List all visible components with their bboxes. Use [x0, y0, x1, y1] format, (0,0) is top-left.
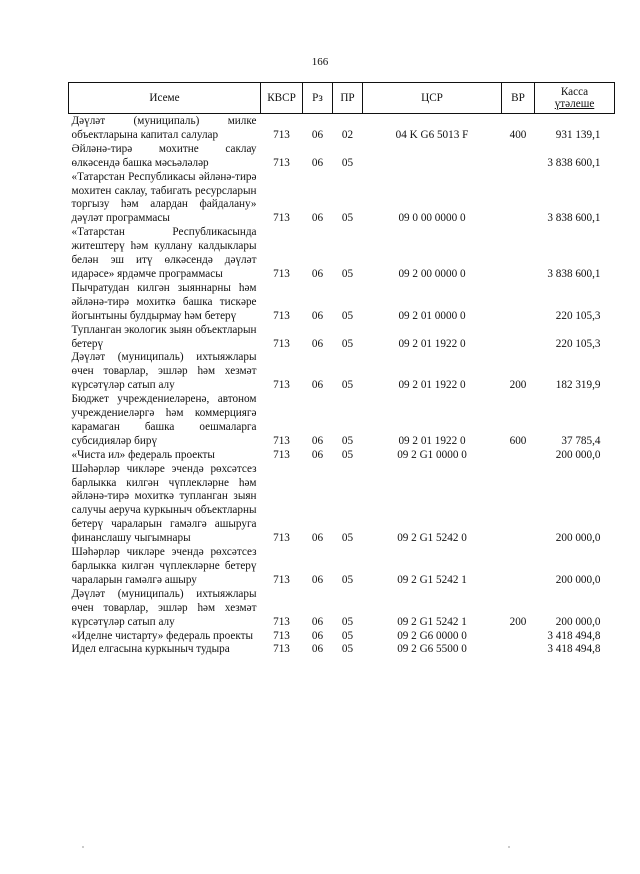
row-rz: 06 [311, 337, 324, 350]
header-name: Исеме [69, 83, 261, 114]
table-body [69, 114, 615, 658]
row-amount: 220 105,3 [555, 309, 601, 322]
row-vr [502, 324, 535, 352]
row-pr: 05 [341, 643, 354, 656]
header-amount [535, 83, 615, 114]
row-pr: 05 [341, 337, 354, 350]
row-name: «Татарстан Республикасында житештерү һәм куллану калдыклары белән эш итү өлкәсендә дәүләт идарәсе» ярдәмче программасы [71, 226, 257, 280]
row-kvsr: 713 [273, 434, 290, 447]
row-name: Бюджет учреждениеләренә, автоном учреждениеләргә һәм коммерциягә карамаган башка оешмаларга субсидияләр бирү [71, 393, 257, 447]
row-kvsr: 713 [273, 379, 290, 392]
row-amount: 3 838 600,1 [547, 156, 601, 169]
scan-speck [508, 846, 510, 848]
row-name: «Чиста ил» федераль проекты [71, 448, 215, 461]
row-csr: 04 K G6 5013 F [395, 128, 469, 141]
row-name: Дәүләт (муниципаль) ихтыяжлары өчен товарлар, эшләр һәм хезмәт күрсәтүләр сатып алу [71, 587, 257, 628]
row-pr: 05 [341, 267, 354, 280]
row-vr: 200 [509, 615, 527, 628]
row-rz: 06 [311, 615, 324, 628]
scan-speck [82, 846, 84, 848]
row-csr [363, 143, 502, 171]
row-rz: 06 [311, 434, 324, 447]
row-csr: 09 0 00 0000 0 [398, 212, 466, 225]
row-rz: 06 [311, 448, 324, 461]
row-rz: 06 [311, 212, 324, 225]
row-csr: 09 2 G6 5500 0 [397, 643, 467, 656]
table-row [69, 351, 615, 393]
row-kvsr: 713 [273, 267, 290, 280]
row-amount: 200 000,0 [555, 615, 601, 628]
row-vr [502, 463, 535, 546]
row-pr: 05 [341, 434, 354, 447]
table-row [69, 393, 615, 449]
row-amount: 3 418 494,8 [547, 643, 601, 656]
row-vr [502, 643, 535, 657]
row-amount: 3 838 600,1 [547, 267, 601, 280]
header-amount-line2: үтәлеше [554, 98, 595, 110]
budget-table [68, 82, 615, 657]
row-csr: 09 2 01 0000 0 [398, 309, 466, 322]
row-vr [502, 143, 535, 171]
row-amount: 3 418 494,8 [547, 629, 601, 642]
row-amount: 182 319,9 [555, 379, 601, 392]
row-kvsr: 713 [273, 643, 290, 656]
row-name: Дәүләт (муниципаль) милке объектларына капитал салулар [71, 115, 257, 141]
row-rz: 06 [311, 573, 324, 586]
row-amount: 220 105,3 [555, 337, 601, 350]
row-pr: 05 [341, 615, 354, 628]
row-pr: 05 [341, 573, 354, 586]
row-kvsr: 713 [273, 128, 290, 141]
row-pr: 05 [341, 448, 354, 461]
row-kvsr: 713 [273, 448, 290, 461]
table-row [69, 588, 615, 630]
row-csr: 09 2 01 1922 0 [398, 379, 466, 392]
table-row [69, 324, 615, 352]
row-name: Пычратудан килгән зыяннарны һәм әйләнә-тирә мохиткә башка тискәре йогынтыны булдырмау һәм бетерү [71, 281, 257, 322]
row-name: Әйләнә-тирә мохитне саклау өлкәсендә башка мәсьәләләр [71, 142, 257, 169]
row-pr: 05 [341, 156, 354, 169]
row-kvsr: 713 [273, 573, 290, 586]
row-name: Шәһәрләр чикләре эчендә рөхсәтсез барлыкка килгән чүплекләрне бетерү чараларын гамәлгә ашыру [71, 546, 257, 586]
page-number: 166 [311, 56, 329, 68]
row-pr: 05 [341, 212, 354, 225]
row-csr: 09 2 01 1922 0 [398, 434, 466, 447]
row-amount: 200 000,0 [555, 448, 601, 461]
row-csr: 09 2 01 1922 0 [398, 337, 466, 350]
row-amount: 37 785,4 [561, 434, 601, 447]
header-csr: ЦСР [363, 83, 502, 114]
row-rz: 06 [311, 156, 324, 169]
row-rz: 06 [311, 309, 324, 322]
header-pr: ПР [333, 83, 363, 114]
row-amount: 3 838 600,1 [547, 212, 601, 225]
row-name: Шәһәрләр чикләре эчендә рөхсәтсез барлыкка килгән чүплекләрне һәм әйләнә-тирә мохиткә тупланган зыян салучы аеруча куркыныч объектларны бетерү чараларын гамәлгә ашыруга финанслашу чыгымнары [71, 462, 257, 545]
row-vr [502, 226, 535, 282]
row-csr: 09 2 G1 5242 0 [397, 532, 467, 545]
row-vr [502, 282, 535, 324]
row-kvsr: 713 [273, 532, 290, 545]
row-rz: 06 [311, 629, 324, 642]
table-row [69, 143, 615, 171]
table-row [69, 546, 615, 588]
row-name: Дәүләт (муниципаль) ихтыяжлары өчен товарлар, эшләр һәм хезмәт күрсәтүләр сатып алу [71, 351, 257, 392]
row-kvsr: 713 [273, 337, 290, 350]
row-name: Идел елгасына куркыныч тудыра [71, 643, 230, 656]
table-row [69, 226, 615, 282]
row-csr: 09 2 G1 5242 1 [397, 573, 467, 586]
row-pr: 05 [341, 629, 354, 642]
row-kvsr: 713 [273, 309, 290, 322]
table-row [69, 114, 615, 143]
row-vr [502, 171, 535, 227]
row-rz: 06 [311, 532, 324, 545]
row-amount: 931 139,1 [555, 128, 601, 141]
row-amount: 200 000,0 [555, 532, 601, 545]
row-vr: 600 [509, 434, 527, 447]
row-pr: 02 [341, 128, 354, 141]
row-kvsr: 713 [273, 212, 290, 225]
table-row [69, 463, 615, 546]
row-rz: 06 [311, 643, 324, 656]
row-kvsr: 713 [273, 615, 290, 628]
row-csr: 09 2 G1 0000 0 [397, 448, 467, 461]
table-row [69, 643, 615, 657]
row-name: «Татарстан Республикасы әйләнә-тирә мохитен саклау, табигать ресурсларын торгызу һәм алардан файдалану» дәүләт программасы [71, 170, 257, 225]
row-kvsr: 713 [273, 156, 290, 169]
row-csr: 09 2 G6 0000 0 [397, 629, 467, 642]
row-pr: 05 [341, 532, 354, 545]
row-vr [502, 449, 535, 463]
row-rz: 06 [311, 267, 324, 280]
table-row [69, 171, 615, 227]
row-pr: 05 [341, 309, 354, 322]
header-amount-line1: Касса [560, 85, 589, 98]
row-amount: 200 000,0 [555, 573, 601, 586]
row-vr [502, 546, 535, 588]
row-name: Тупланган экологик зыян объектларын бетерү [71, 323, 257, 350]
row-kvsr: 713 [273, 629, 290, 642]
row-vr [502, 630, 535, 644]
row-rz: 06 [311, 379, 324, 392]
header-rz: Рз [303, 83, 333, 114]
header-kvsr: КВСР [261, 83, 303, 114]
table-header-row [69, 83, 615, 114]
row-name: «Иделне чистарту» федераль проекты [71, 629, 254, 642]
row-csr: 09 2 00 0000 0 [398, 267, 466, 280]
row-vr: 200 [509, 379, 527, 392]
row-csr: 09 2 G1 5242 1 [397, 615, 467, 628]
table-row [69, 630, 615, 644]
row-pr: 05 [341, 379, 354, 392]
header-vr: ВР [502, 83, 535, 114]
table-row [69, 449, 615, 463]
table-row [69, 282, 615, 324]
row-rz: 06 [311, 128, 324, 141]
row-vr: 400 [509, 128, 527, 141]
